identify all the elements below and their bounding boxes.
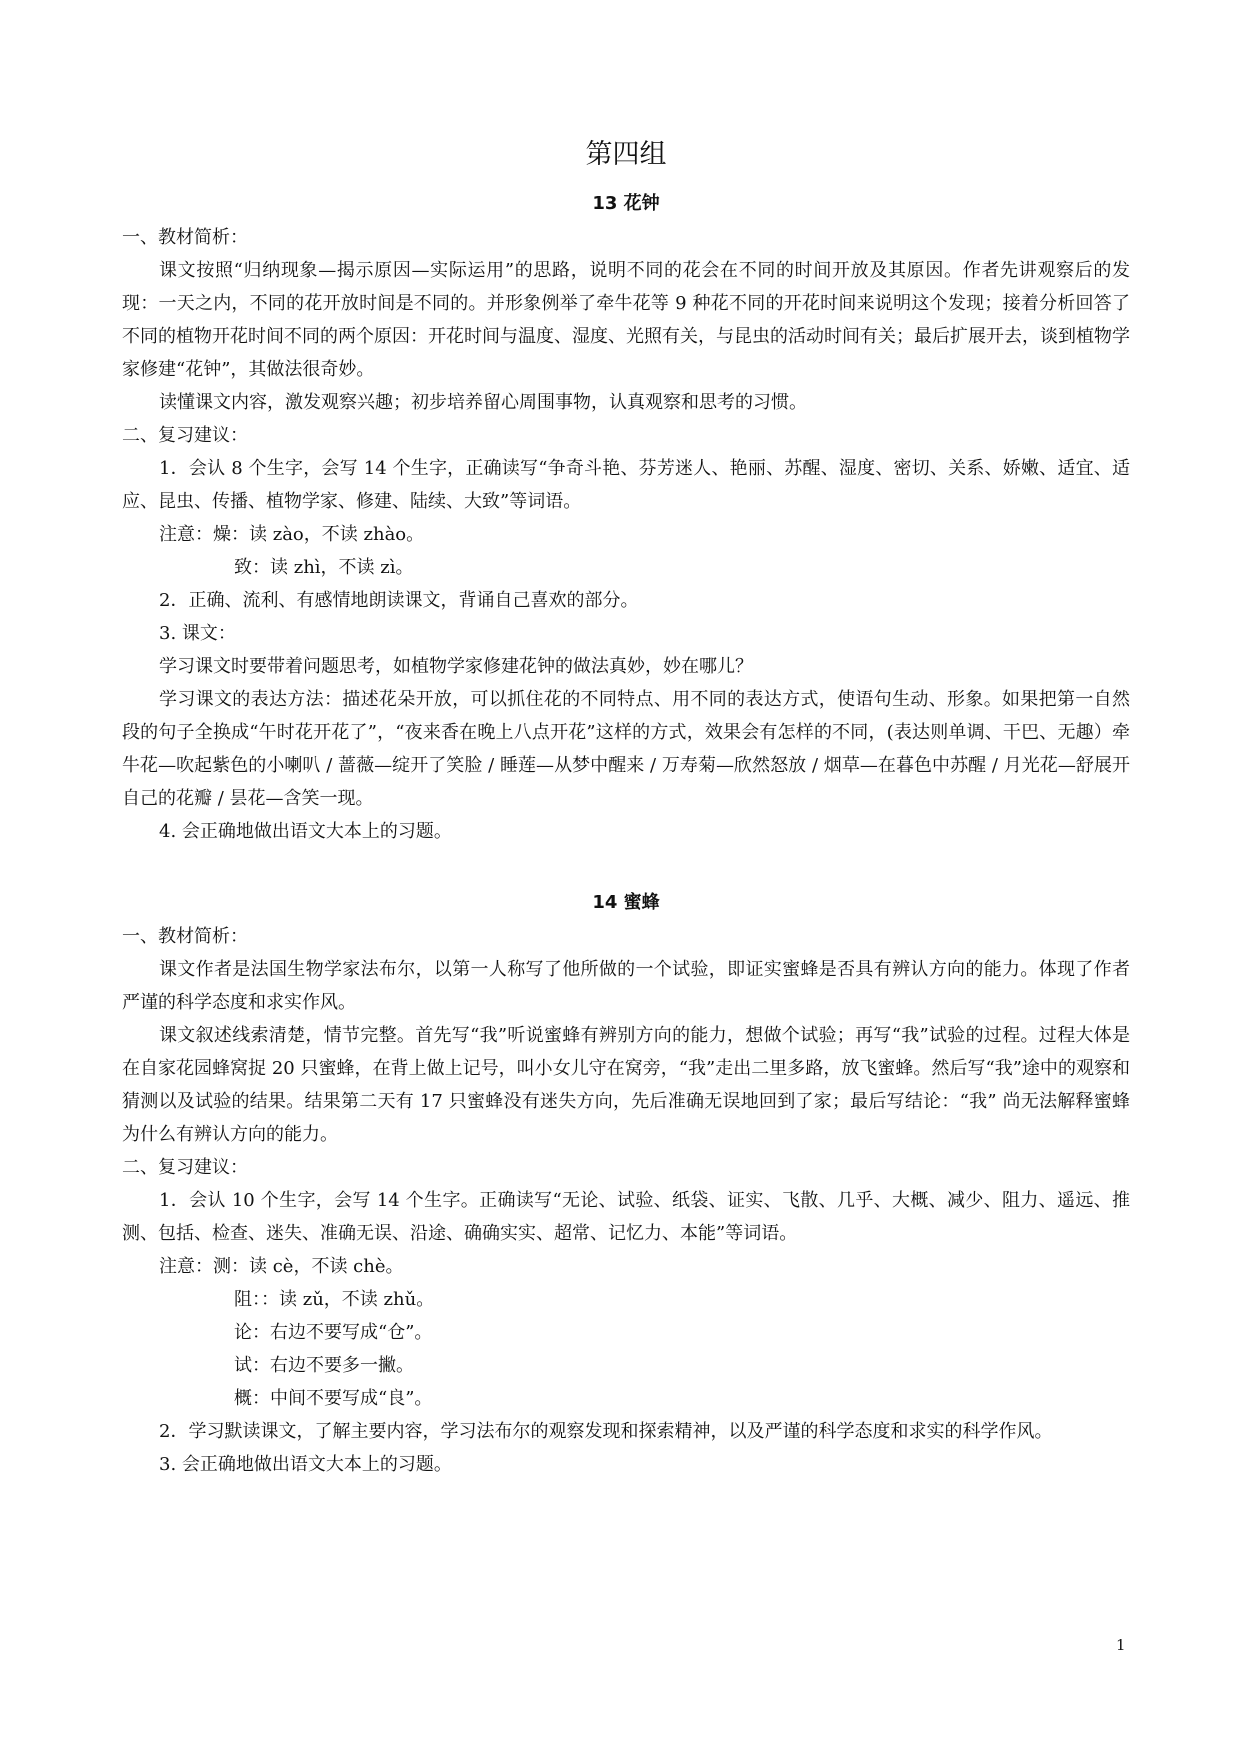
lesson-14-heading: 14 蜜蜂	[592, 892, 660, 913]
lesson-13-analysis-p2: 读懂课文内容，激发观察兴趣；初步培养留心周围事物，认真观察和思考的习惯。	[159, 392, 807, 413]
lesson-13-note-1: 注意：燥：读 zào，不读 zhào。	[159, 524, 425, 545]
lesson-13-section-review: 二、复习建议：	[122, 425, 248, 446]
section-gap	[122, 848, 1130, 888]
lesson-14-item-3: 3. 会正确地做出语文大本上的习题。	[159, 1454, 452, 1475]
document-page	[122, 132, 1130, 1481]
lesson-14-section-review: 二、复习建议：	[122, 1157, 248, 1178]
lesson-13-item-3a: 学习课文时要带着问题思考，如植物学家修建花钟的做法真妙，妙在哪儿？	[159, 656, 753, 677]
lesson-13-item-4: 4. 会正确地做出语文大本上的习题。	[159, 821, 452, 842]
lesson-14-item-2: 2．学习默读课文，了解主要内容，学习法布尔的观察发现和探索精神，以及严谨的科学态度和求实的科学作风。	[159, 1421, 1053, 1442]
lesson-14-section-analysis: 一、教材简析：	[122, 926, 248, 947]
lesson-14-note-1: 注意：测：读 cè，不读 chè。	[159, 1256, 404, 1277]
lesson-13-item-3b: 学习课文的表达方法：描述花朵开放，可以抓住花的不同特点、用不同的表达方式，使语句生动、形象。如果把第一自然段的句子全换成“午时花开花了”，“夜来香在晚上八点开花”这样的方式，效果会有怎样的不同，(表达则单调、干巴、无趣）牵牛花—吹起紫色的小喇叭 / 蔷薇—绽开了笑脸 / 睡莲—从梦中醒来 / 万寿菊—欣然怒放 / 烟草—在暮色中苏醒 / 月光花—舒展开自己的花瓣 / 昙花—含笑一现。	[122, 689, 1130, 809]
lesson-14-note-3: 论：右边不要写成“仓”。	[234, 1322, 433, 1343]
lesson-14-note-2: 阻：：读 zǔ，不读 zhǔ。	[234, 1289, 435, 1310]
lesson-13-section-analysis: 一、教材简析：	[122, 227, 248, 248]
lesson-14-item-1: 1．会认 10 个生字，会写 14 个生字。正确读写“无论、试验、纸袋、证实、飞散、几乎、大概、减少、阻力、遥远、推测、包括、检查、迷失、准确无误、沿途、确确实实、超常、记忆力、本能”等词语。	[122, 1190, 1130, 1244]
page-number: 1	[1116, 1636, 1126, 1654]
lesson-13-item-3: 3. 课文：	[159, 623, 236, 644]
lesson-14-note-4: 试：右边不要多一撇。	[234, 1355, 414, 1376]
lesson-14-analysis-p2: 课文叙述线索清楚，情节完整。首先写“我”听说蜜蜂有辨别方向的能力，想做个试验；再写“我”试验的过程。过程大体是在自家花园蜂窝捉 20 只蜜蜂，在背上做上记号，叫小女儿守在窝旁，“我”走出二里多路，放飞蜜蜂。然后写“我”途中的观察和猜测以及试验的结果。结果第二天有 17 只蜜蜂没有迷失方向，先后准确无误地回到了家；最后写结论：“我” 尚无法解释蜜蜂为什么有辨认方向的能力。	[122, 1025, 1130, 1145]
lesson-14-note-5: 概：中间不要写成“良”。	[234, 1388, 433, 1409]
lesson-13-heading: 13 花钟	[592, 193, 660, 214]
lesson-13-item-2: 2．正确、流利、有感情地朗读课文，背诵自己喜欢的部分。	[159, 590, 639, 611]
lesson-13-analysis-p1: 课文按照“归纳现象—揭示原因—实际运用”的思路，说明不同的花会在不同的时间开放及其原因。作者先讲观察后的发现：一天之内，不同的花开放时间是不同的。并形象例举了牵牛花等 9 种花不同的开花时间来说明这个发现；接着分析回答了不同的植物开花时间不同的两个原因：开花时间与温度、湿度、光照有关，与昆虫的活动时间有关；最后扩展开去，谈到植物学家修建“花钟”，其做法很奇妙。	[122, 260, 1130, 380]
lesson-14-analysis-p1: 课文作者是法国生物学家法布尔，以第一人称写了他所做的一个试验，即证实蜜蜂是否具有辨认方向的能力。体现了作者严谨的科学态度和求实作风。	[122, 959, 1130, 1013]
lesson-13-note-2: 致：读 zhì，不读 zì。	[234, 557, 414, 578]
page-title: 第四组	[585, 139, 667, 170]
lesson-13-item-1: 1．会认 8 个生字，会写 14 个生字，正确读写“争奇斗艳、芬芳迷人、艳丽、苏醒、湿度、密切、关系、娇嫩、适宜、适应、昆虫、传播、植物学家、修建、陆续、大致”等词语。	[122, 458, 1130, 512]
